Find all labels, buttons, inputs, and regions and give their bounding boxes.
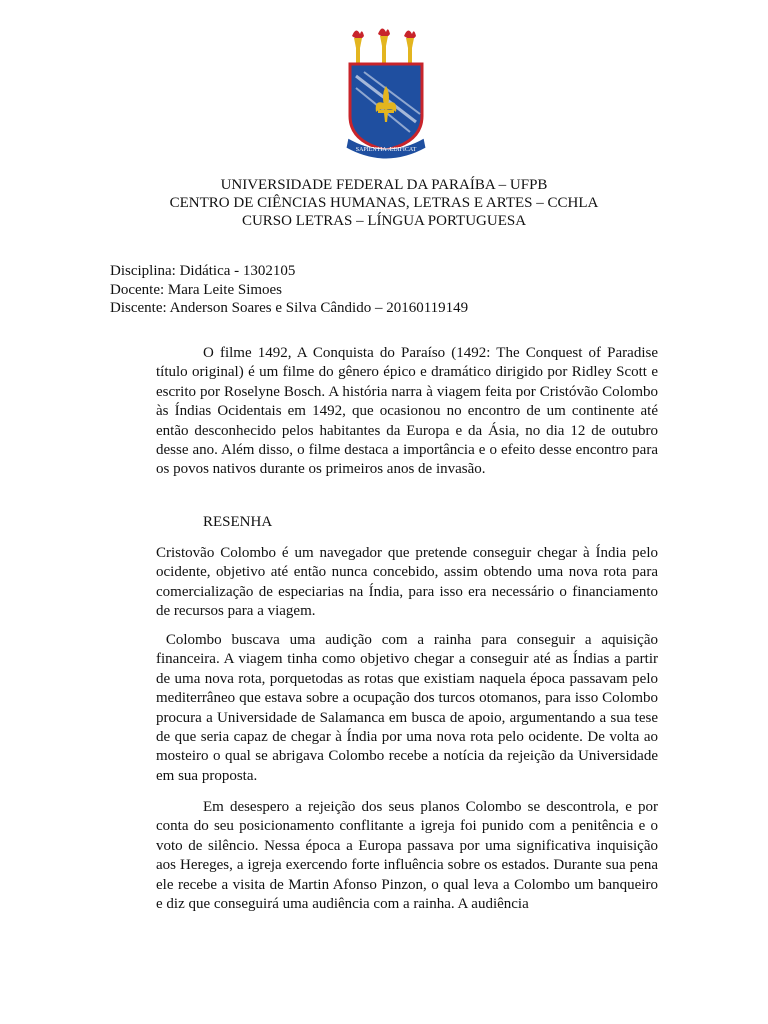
torch-icon <box>378 28 390 64</box>
intro-paragraph: O filme 1492, A Conquista do Paraíso (1492: The Conquest of Paradise título original) é um filme do gênero épico e dramático dirigido por Ridley Scott e escrito por Roselyne Bosch. A história narra à viagem feita por Cristóvão Colombo às Índias Ocidentais em 1492, que ocasionou no encontro de um continente até então desconhecido pelos habitantes da Europa e da Ásia, no dia 12 de outubro desse ano. Além disso, o filme destaca a importância e o efeito desse encontro para os povos nativos durante os primeiros anos de invasão. <box>156 345 658 478</box>
teacher-line: Docente: Mara Leite Simoes <box>110 281 283 298</box>
student-line: Discente: Anderson Soares e Silva Cândido – 20160119149 <box>110 300 469 316</box>
torch-icon <box>404 30 416 66</box>
review-paragraph-2: Colombo buscava uma audição com a rainha para conseguir a aquisição financeira. A viagem tinha como objetivo chegar a conseguir até as Índias a partir de uma nova rota, porquetodas as rotas que existiam naquela época passavam pelo mediterrâneo que estava sobre a ocupação dos turcos otomanos, para isso Colombo procura a Universidade de Salamanca em busca de apoio, argumentando a sua tese de que seria capaz de chegar à Índia por uma nova rota pelo ocidente. De volta ao mosteiro o qual se abrigava Colombo recebe a notícia da rejeição da Universidade em sua proposta. <box>156 632 662 784</box>
course-name: CURSO LETRAS – LÍNGUA PORTUGUESA <box>241 213 527 229</box>
discipline-line: Disciplina: Didática - 1302105 <box>110 263 296 279</box>
university-coat-of-arms <box>340 24 432 164</box>
university-name: UNIVERSIDADE FEDERAL DA PARAÍBA – UFPB <box>220 177 548 193</box>
institution-header <box>0 176 768 230</box>
section-title: RESENHA <box>203 514 273 530</box>
motto-text: SAPIENTIA ÆDIFICAT <box>355 147 417 153</box>
document-meta <box>110 262 468 318</box>
center-name: CENTRO DE CIÊNCIAS HUMANAS, LETRAS E ARTES – CCHLA <box>169 195 599 211</box>
torch-icon <box>352 30 364 66</box>
review-paragraph-3: Em desespero a rejeição dos seus planos Colombo se descontrola, e por conta do seu posicionamento conflitante a igreja foi punido com a penitência e o voto de silêncio. Nessa época a Europa passava por uma significativa inquisição aos Hereges, a igreja exercendo forte influência sobre os estados. Durante sua pena ele recebe a visita de Martin Afonso Pinzon, o qual leva a Colombo um banqueiro e diz que conseguirá uma audiência com a rainha. A audiência <box>156 799 658 913</box>
review-paragraph-1: Cristovão Colombo é um navegador que pretende conseguir chegar à Índia pelo ocidente, objetivo até então nunca concebido, assim obtendo uma nova rota para comercialização de especiarias na Índia, para isso era necessário o financiamento de recursos para a viagem. <box>156 545 658 620</box>
